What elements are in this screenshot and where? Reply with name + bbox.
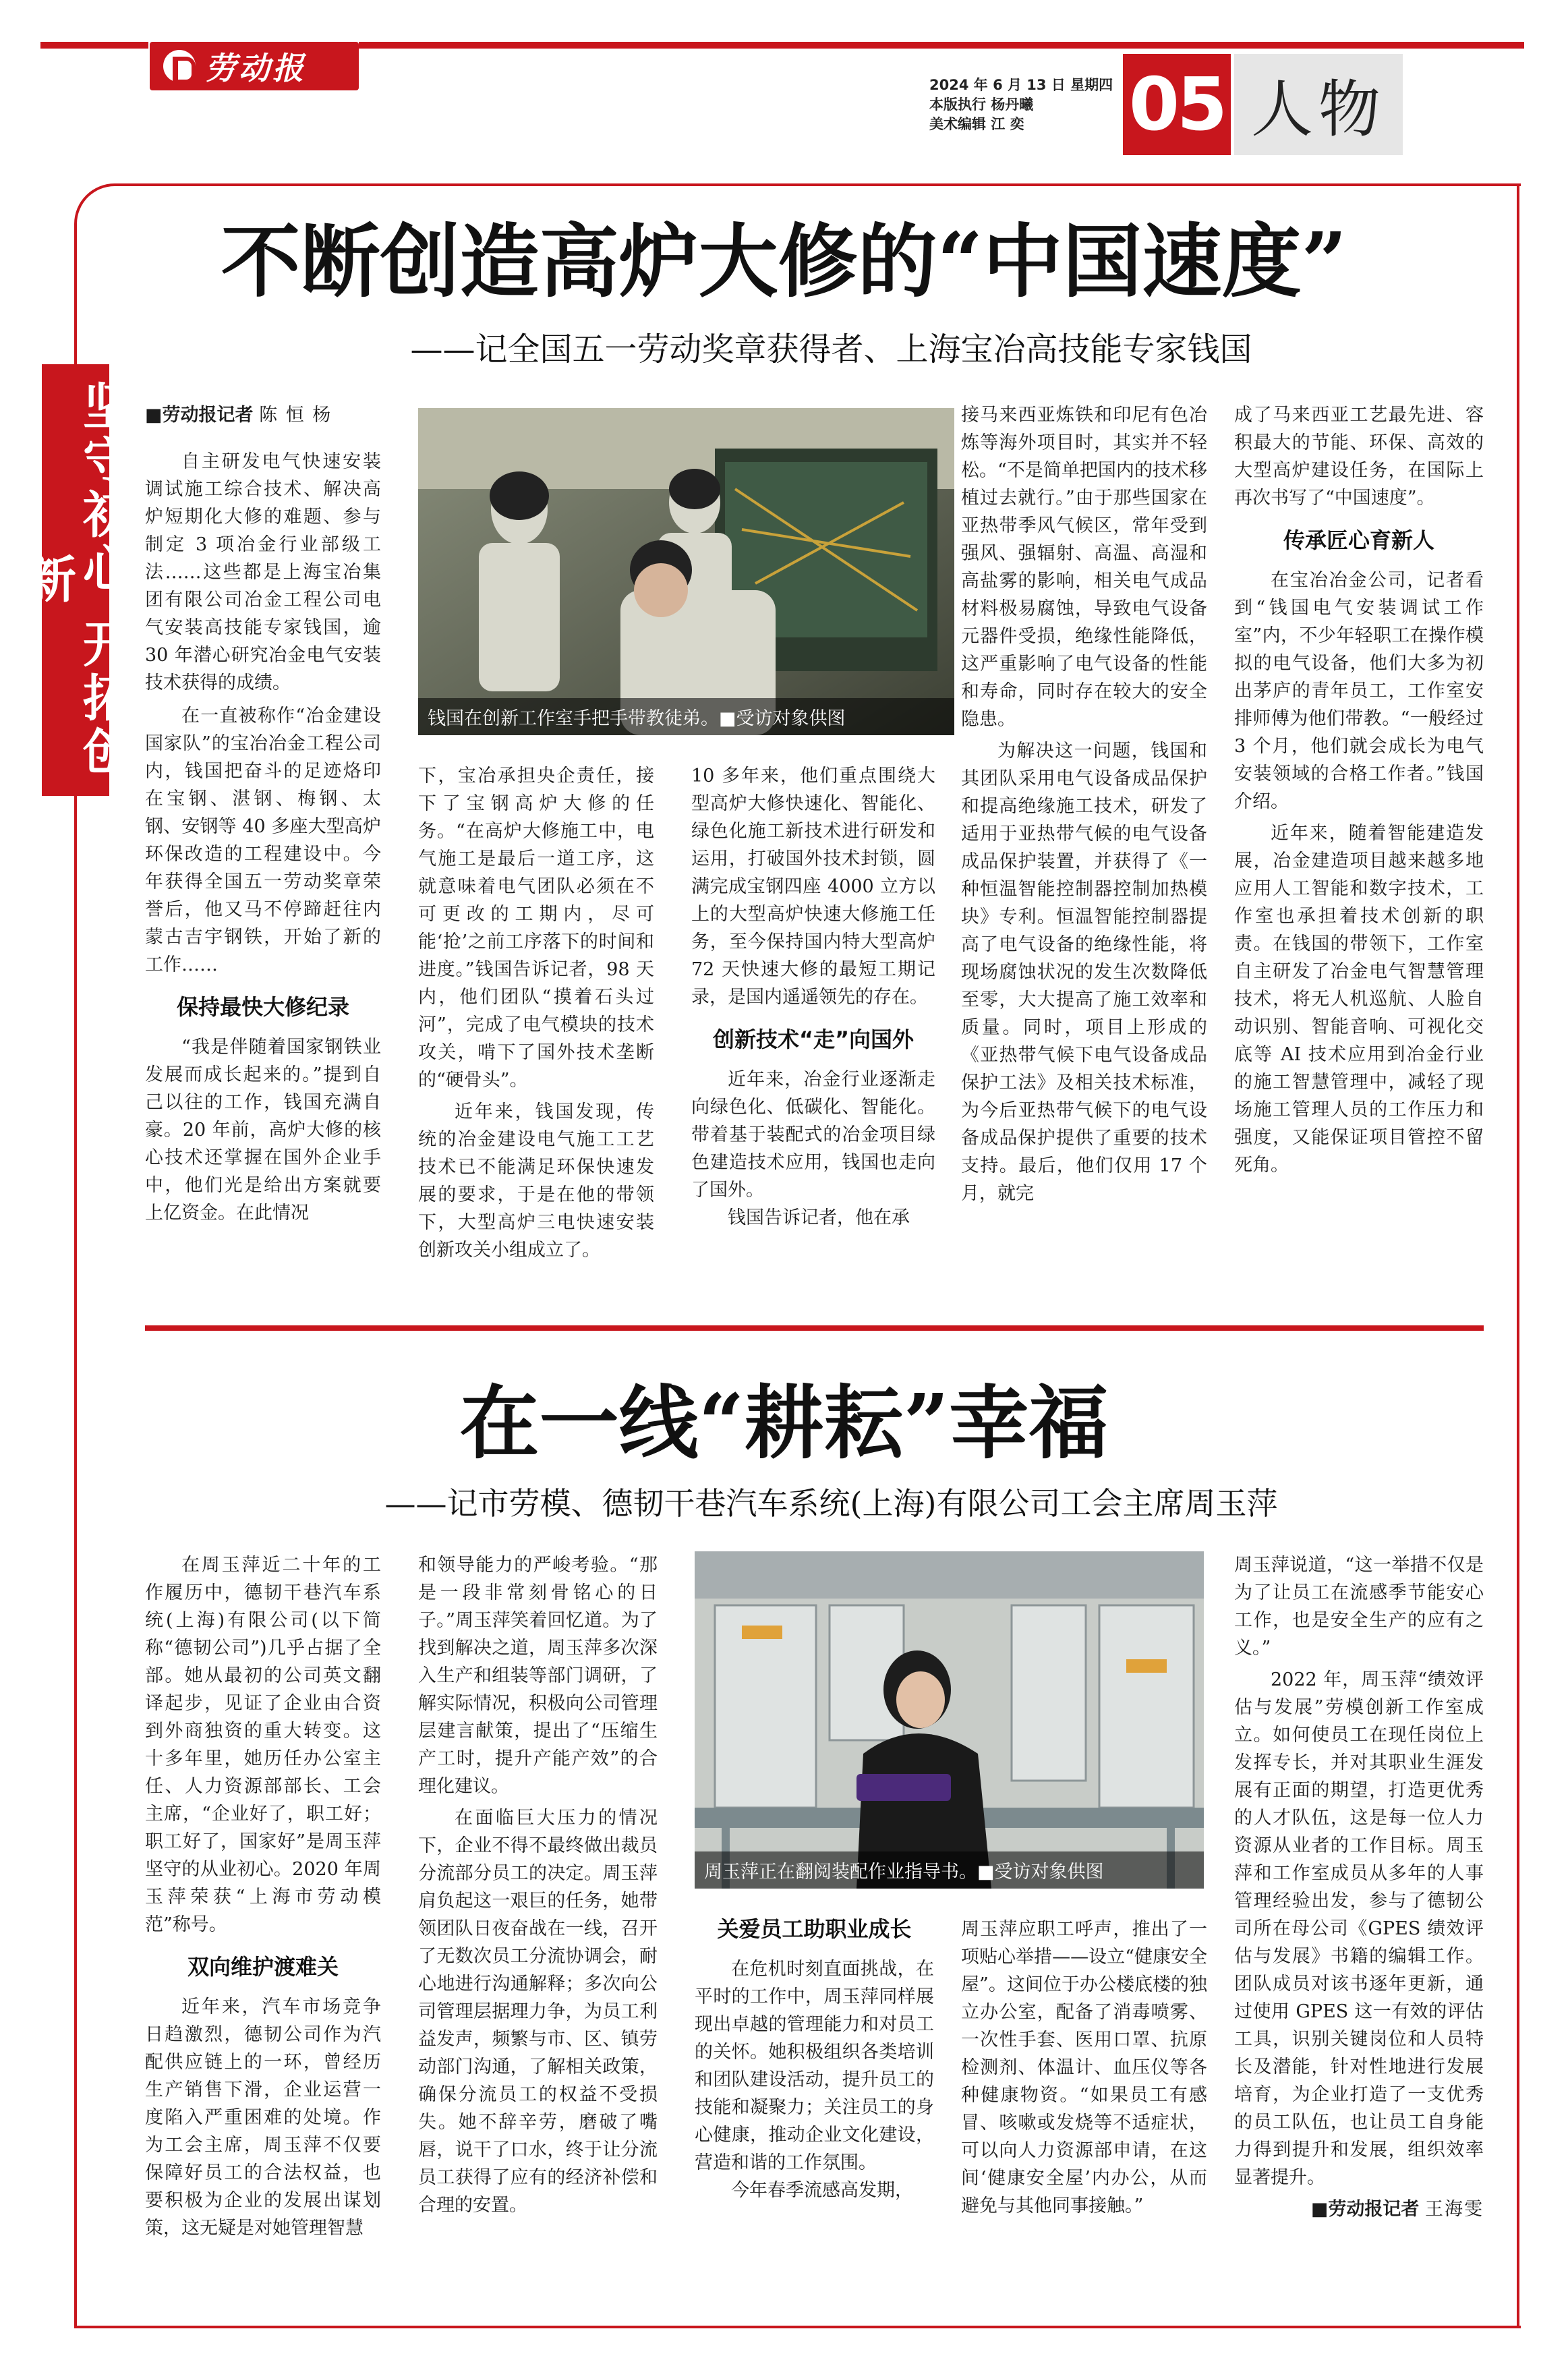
top-rule-right [359, 42, 1524, 49]
logo-icon [163, 50, 196, 82]
paragraph: 和领导能力的严峻考验。“那是一段非常刻骨铭心的日子。”周玉萍笑着回忆道。为了找到解决之道，周玉萍多次深入生产和组装等部门调研，了解实际情况，积极向公司管理层建言献策，提出了“压缩生产工时，提升产能产效”的合理化建议。 [418, 1555, 658, 1797]
article1-column-3 [691, 762, 935, 1232]
article1-column-5 [1234, 401, 1484, 1179]
paragraph: 今年春季流感高发期， [731, 2180, 913, 2201]
byline-label: ■劳动报记者 [1310, 2199, 1420, 2220]
article1-subheading-2: 创新技术“走”向国外 [712, 1027, 914, 1052]
page-number: 05 [1123, 54, 1231, 155]
article2-column-4 [961, 1916, 1207, 2220]
paragraph: 在一直被称作“冶金建设国家队”的宝冶冶金工程公司内，钱国把奋斗的足迹烙印在宝钢、湛钢、梅钢、太钢、安钢等 40 多座大型高炉环保改造的工程建设中。今年获得全国五一劳动奖章荣誉后，他又马不停蹄赶往内蒙古吉宇钢铁，开始了新的工作…… [145, 706, 381, 975]
paragraph: 近年来，汽车市场竞争日趋激烈，德韧公司作为汽配供应链上的一环，曾经历生产销售下滑，企业运营一度陷入严重困难的处境。作为工会主席，周玉萍不仅要保障好员工的合法权益，也要积极为企业的发展出谋划策，这无疑是对她管理智慧 [145, 1996, 381, 2239]
byline-name: 陈 恒 杨 [259, 405, 332, 426]
issue-date: 2024 年 6 月 13 日 星期四 [929, 77, 1113, 93]
top-rule-left [40, 42, 148, 49]
article2-title: 在一线“耕耘”幸福 [459, 1376, 1109, 1470]
article1-photo-caption: 钱国在创新工作室手把手带教徒弟。■受访对象供图 [418, 698, 954, 735]
edition-meta [929, 76, 1113, 134]
article1-subheading-1: 保持最快大修纪录 [176, 994, 349, 1020]
paragraph: 周玉萍说道，“这一举措不仅是为了让员工在流感季节能安心工作，也是安全生产的应有之义。” [1234, 1555, 1484, 1659]
article1-column-1 [145, 401, 381, 1227]
paragraph: 2022 年，周玉萍“绩效评估与发展”劳模创新工作室成立。如何使员工在现任岗位上发挥专长，并对其职业生涯发展有正面的期望，打造更优秀的人才队伍，这是每一位人力资源从业者的工作目标。周玉萍和工作室成员从多年的人事管理经验出发，参与了德韧公司所在母公司《GPES 绩效评估与发展》书籍的编辑工作。团队成员对该书逐年更新，通过使用 GPES 这一有效的评估工具，识别关键岗位和人员特长及潜能，针对性地进行发展培育，为企业打造了一支优秀的员工队伍，也让员工自身能力得到提升和发展，组织效率显著提升。 [1234, 1669, 1484, 2188]
paragraph: 近年来，随着智能建造发展，冶金建造项目越来越多地应用人工智能和数字技术，工作室也承担着技术创新的职责。在钱国的带领下，工作室自主研发了冶金电气智慧管理技术，将无人机巡航、人脸自动识别、智能音响、可视化交底等 AI 技术应用到冶金行业的施工智慧管理中，减轻了现场施工管理人员的工作压力和强度，又能保证项目管控不留死角。 [1234, 823, 1484, 1176]
page-editor: 本版执行 杨丹曦 [929, 96, 1034, 113]
column-tag: 坚守初心 开拓创新 [42, 364, 109, 796]
paragraph: 在危机时刻直面挑战，在平时的工作中，周玉萍同样展现出卓越的管理能力和对员工的关怀。她积极组织各类培训和团队建设活动，提升员工的技能和凝聚力；关注员工的身心健康，推动企业文化建设，营造和谐的工作氛围。 [695, 1959, 934, 2173]
paragraph: 下，宝冶承担央企责任，接下了宝钢高炉大修的任务。“在高炉大修施工中，电气施工是最后一道工序，这就意味着电气团队必须在不可更改的工期内，尽可能‘抢’之前工序落下的时间和进度。”钱国告诉记者，98 天内，他们团队“摸着石头过河”，完成了电气模块的技术攻关，啃下了国外技术垄断的“硬骨头”。 [418, 766, 654, 1091]
logo-text: 劳动报 [205, 50, 306, 86]
paragraph: 为解决这一问题，钱国和其团队采用电气设备成品保护和提高绝缘施工技术，研发了适用于亚热带气候的电气设备成品保护装置，并获得了《一种恒温智能控制器控制加热模块》专利。恒温智能控制器提高了电气设备的绝缘性能，将现场腐蚀状况的发生次数降低至零，大大提高了施工效率和质量。同时，项目上形成的《亚热带气候下电气设备成品保护工法》及相关技术标准，为今后亚热带气候下的电气设备成品保护提供了重要的技术支持。最后，他们仅用 17 个月，就完 [961, 741, 1207, 1204]
photo-workshop-image [418, 408, 954, 735]
article2-column-2 [418, 1551, 658, 2219]
byline-name: 王海雯 [1425, 2199, 1484, 2220]
article2-subtitle: ——记市劳模、德韧干巷汽车系统(上海)有限公司工会主席周玉萍 [384, 1485, 1278, 1522]
article-divider [145, 1325, 1484, 1331]
article2-subheading-1: 双向维护渡难关 [187, 1954, 339, 1980]
byline-label: ■劳动报记者 [145, 405, 254, 426]
article1-column-2 [418, 762, 654, 1264]
newspaper-logo [150, 42, 359, 90]
paragraph: 近年来，冶金行业逐渐走向绿色化、低碳化、智能化。带着基于装配式的冶金项目绿色建造技术应用，钱国也走向了国外。 [691, 1069, 935, 1201]
paragraph: 在宝冶冶金公司，记者看到“钱国电气安装调试工作室”内，不少年轻职工在操作模拟的电气设备，他们大多为初出茅庐的青年员工，工作室安排师傅为他们带教。“一般经过 3 个月，他们就会成长为电气安装领域的合格工作者。”钱国介绍。 [1234, 570, 1484, 812]
photo-assembly-line-image [695, 1551, 1204, 1889]
paragraph: 接马来西亚炼铁和印尼有色冶炼等海外项目时，其实并不轻松。“不是简单把国内的技术移植过去就行。”由于那些国家在亚热带季风气候区，常年受到强风、强辐射、高温、高湿和高盐雾的影响，相关电气成品材料极易腐蚀，导致电气设备元器件受损，绝缘性能降低，这严重影响了电气设备的性能和寿命，同时存在较大的安全隐患。 [961, 405, 1207, 730]
paragraph: 钱国告诉记者，他在承 [728, 1207, 910, 1228]
section-name: 人物 [1234, 54, 1403, 155]
article2-photo-caption: 周玉萍正在翻阅装配作业指导书。■受访对象供图 [695, 1851, 1204, 1889]
page-frame-right [1517, 183, 1519, 2328]
article2-column-3 [695, 1916, 934, 2204]
article2-byline [1234, 2195, 1484, 2223]
paragraph: 10 多年来，他们重点围绕大型高炉大修快速化、智能化、绿色化施工新技术进行研发和运用，打破国外技术封锁，圆满完成宝钢四座 4000 立方以上的大型高炉快速大修施工任务，至今保持国内特大型高炉 72 天快速大修的最短工期记录，是国内遥遥领先的存在。 [691, 766, 935, 1008]
article1-subtitle: ——记全国五一劳动奖章获得者、上海宝冶高技能专家钱国 [410, 331, 1252, 368]
article1-byline [145, 401, 381, 429]
paragraph: “我是伴随着国家钢铁业发展而成长起来的。”提到自己以往的工作，钱国充满自豪。20 年前，高炉大修的核心技术还掌握在国外企业手中，他们光是给出方案就要上亿资金。在此情况 [145, 1037, 381, 1224]
paragraph: 近年来，钱国发现，传统的冶金建设电气施工工艺技术已不能满足环保快速发展的要求，于是在他的带领下，大型高炉三电快速安装创新攻关小组成立了。 [418, 1101, 654, 1261]
article2-subheading-2: 关爱员工助职业成长 [717, 1916, 912, 1942]
paragraph: 周玉萍应职工呼声，推出了一项贴心举措——设立“健康安全屋”。这间位于办公楼底楼的独立办公室，配备了消毒喷雾、一次性手套、医用口罩、抗原检测剂、体温计、血压仪等各种健康物资。“如果员工有感冒、咳嗽或发烧等不适症状，可以向人力资源部申请，在这间‘健康安全屋’内办公，从而避免与其他同事接触。” [961, 1919, 1207, 2216]
article2-photo [695, 1551, 1204, 1889]
paragraph: 成了马来西亚工艺最先进、容积最大的节能、环保、高效的大型高炉建设任务，在国际上再次书写了“中国速度”。 [1234, 405, 1484, 509]
paragraph: 自主研发电气快速安装调试施工综合技术、解决高炉短期化大修的难题、参与制定 3 项冶金行业部级工法……这些都是上海宝冶集团有限公司冶金工程公司电气安装高技能专家钱国，逾 30 年潜心研究冶金电气安装技术获得的成绩。 [145, 451, 381, 693]
article1-column-4 [961, 401, 1207, 1207]
art-editor: 美术编辑 江 奕 [929, 116, 1024, 132]
page-frame-bottom [74, 2326, 1521, 2328]
article1-title: 不断创造高炉大修的“中国速度” [221, 214, 1347, 308]
paragraph: 在面临巨大压力的情况下，企业不得不最终做出裁员分流部分员工的决定。周玉萍肩负起这一艰巨的任务，她带领团队日夜奋战在一线，召开了无数次员工分流协调会，耐心地进行沟通解释；多次向公司管理层据理力争，为员工利益发声，频繁与市、区、镇劳动部门沟通，了解相关政策，确保分流员工的权益不受损失。她不辞辛劳，磨破了嘴唇，说干了口水，终于让分流员工获得了应有的经济补偿和合理的安置。 [418, 1808, 658, 2216]
article1-photo [418, 408, 954, 735]
article2-column-5 [1234, 1551, 1484, 2223]
article1-subheading-3: 传承匠心育新人 [1283, 527, 1434, 553]
paragraph: 在周玉萍近二十年的工作履历中，德韧干巷汽车系统(上海)有限公司(以下简称“德韧公司”)几乎占据了全部。她从最初的公司英文翻译起步，见证了企业由合资到外商独资的重大转变。这十多年里，她历任办公室主任、人力资源部部长、工会主席，“企业好了，职工好；职工好了，国家好”是周玉萍坚守的从业初心。2020 年周玉萍荣获“上海市劳动模范”称号。 [145, 1555, 381, 1935]
article2-column-1 [145, 1551, 381, 2242]
